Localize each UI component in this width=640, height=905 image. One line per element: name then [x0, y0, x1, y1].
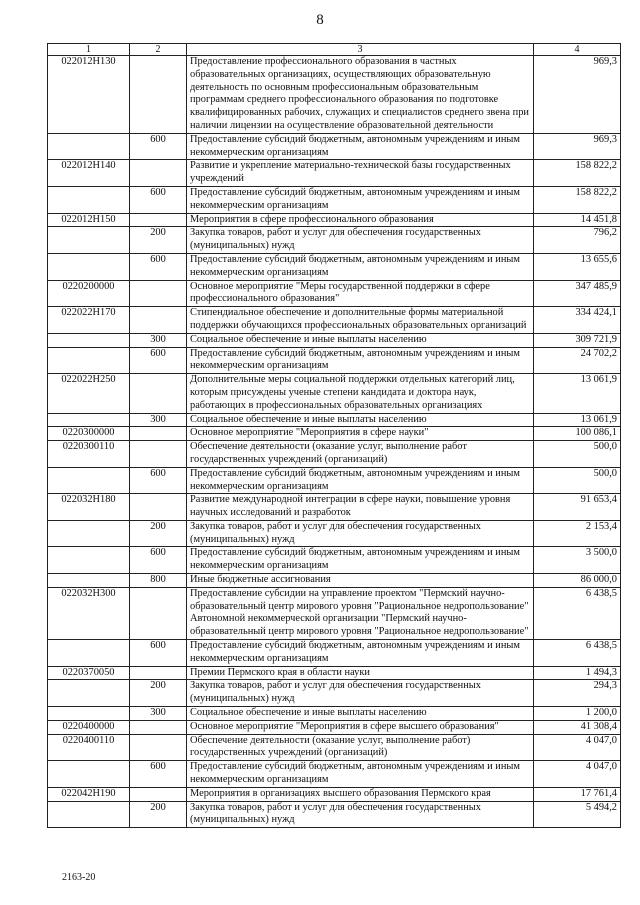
row-code-cell: 0220300110	[48, 441, 130, 468]
row-expense-type-cell: 600	[130, 253, 187, 280]
row-sum-cell: 13 061,9	[534, 374, 621, 413]
table-row	[48, 587, 621, 639]
table-row	[48, 186, 621, 213]
row-sum-cell: 91 653,4	[534, 494, 621, 521]
row-expense-type-cell: 600	[130, 761, 187, 788]
col-header-expense-type: 2	[130, 44, 187, 56]
row-name-cell: Предоставление субсидий бюджетным, автономным учреждениям и иным некоммерческим организациям	[187, 547, 534, 574]
table-row	[48, 160, 621, 187]
table-row	[48, 253, 621, 280]
row-expense-type-cell	[130, 494, 187, 521]
row-expense-type-cell	[130, 280, 187, 307]
row-sum-cell: 969,3	[534, 133, 621, 160]
col-header-code: 1	[48, 44, 130, 56]
row-name-cell: Предоставление субсидий бюджетным, автономным учреждениям и иным некоммерческим организациям	[187, 133, 534, 160]
row-expense-type-cell: 600	[130, 547, 187, 574]
row-expense-type-cell	[130, 441, 187, 468]
row-name-cell: Предоставление субсидий бюджетным, автономным учреждениям и иным некоммерческим организациям	[187, 467, 534, 494]
row-expense-type-cell: 200	[130, 801, 187, 828]
row-expense-type-cell	[130, 160, 187, 187]
row-code-cell: 022032Н180	[48, 494, 130, 521]
row-code-cell	[48, 680, 130, 707]
row-sum-cell: 969,3	[534, 56, 621, 134]
row-code-cell	[48, 801, 130, 828]
table-row	[48, 720, 621, 734]
row-sum-cell: 3 500,0	[534, 547, 621, 574]
row-code-cell	[48, 227, 130, 254]
row-expense-type-cell	[130, 427, 187, 441]
row-name-cell: Предоставление субсидий бюджетным, автономным учреждениям и иным некоммерческим организациям	[187, 186, 534, 213]
row-code-cell: 022022Н170	[48, 307, 130, 334]
row-sum-cell: 17 761,4	[534, 787, 621, 801]
row-name-cell: Мероприятия в организациях высшего образования Пермского края	[187, 787, 534, 801]
row-code-cell	[48, 467, 130, 494]
table-row	[48, 227, 621, 254]
row-sum-cell: 6 438,5	[534, 640, 621, 667]
table-row	[48, 707, 621, 721]
row-code-cell: 022012Н140	[48, 160, 130, 187]
row-sum-cell: 13 061,9	[534, 413, 621, 427]
table-row	[48, 467, 621, 494]
row-name-cell: Иные бюджетные ассигнования	[187, 574, 534, 588]
row-name-cell: Мероприятия в сфере профессионального образования	[187, 213, 534, 227]
row-code-cell: 022022Н250	[48, 374, 130, 413]
table-row	[48, 280, 621, 307]
row-name-cell: Премии Пермского края в области науки	[187, 666, 534, 680]
row-code-cell	[48, 547, 130, 574]
row-expense-type-cell: 600	[130, 133, 187, 160]
table-row	[48, 574, 621, 588]
row-name-cell: Закупка товаров, работ и услуг для обеспечения государственных (муниципальных) нужд	[187, 801, 534, 828]
row-name-cell: Основное мероприятие "Мероприятия в сфере науки"	[187, 427, 534, 441]
table-row	[48, 680, 621, 707]
table-row	[48, 441, 621, 468]
row-name-cell: Предоставление субсидий бюджетным, автономным учреждениям и иным некоммерческим организациям	[187, 347, 534, 374]
row-sum-cell: 14 451,8	[534, 213, 621, 227]
row-sum-cell: 1 200,0	[534, 707, 621, 721]
table-row	[48, 801, 621, 828]
row-sum-cell: 500,0	[534, 441, 621, 468]
row-code-cell: 022042Н190	[48, 787, 130, 801]
row-sum-cell: 6 438,5	[534, 587, 621, 639]
row-code-cell	[48, 707, 130, 721]
row-sum-cell: 41 308,4	[534, 720, 621, 734]
row-name-cell: Обеспечение деятельности (оказание услуг, выполнение работ) государственных учреждений (организаций)	[187, 734, 534, 761]
row-name-cell: Предоставление субсидий бюджетным, автономным учреждениям и иным некоммерческим организациям	[187, 640, 534, 667]
document-footer-code: 2163-20	[62, 872, 96, 883]
row-sum-cell: 1 494,3	[534, 666, 621, 680]
row-code-cell	[48, 333, 130, 347]
table-row	[48, 213, 621, 227]
row-expense-type-cell: 200	[130, 520, 187, 547]
row-name-cell: Стипендиальное обеспечение и дополнительные формы материальной поддержки обучающихся профессиональных образовательных организаций	[187, 307, 534, 334]
page-number: 8	[316, 12, 324, 28]
row-sum-cell: 309 721,9	[534, 333, 621, 347]
row-name-cell: Развитие и укрепление материально-технической базы государственных учреждений	[187, 160, 534, 187]
table-row	[48, 520, 621, 547]
row-code-cell	[48, 761, 130, 788]
row-expense-type-cell	[130, 307, 187, 334]
row-name-cell: Социальное обеспечение и иные выплаты населению	[187, 707, 534, 721]
table-row	[48, 133, 621, 160]
row-sum-cell: 24 702,2	[534, 347, 621, 374]
table-row	[48, 56, 621, 134]
row-name-cell: Предоставление субсидий бюджетным, автономным учреждениям и иным некоммерческим организациям	[187, 761, 534, 788]
row-code-cell: 0220400000	[48, 720, 130, 734]
row-expense-type-cell: 300	[130, 707, 187, 721]
table-row	[48, 374, 621, 413]
row-sum-cell: 158 822,2	[534, 186, 621, 213]
row-expense-type-cell: 300	[130, 333, 187, 347]
row-code-cell	[48, 186, 130, 213]
row-expense-type-cell: 200	[130, 227, 187, 254]
row-name-cell: Обеспечение деятельности (оказание услуг, выполнение работ государственных учреждений (организаций)	[187, 441, 534, 468]
header-row	[48, 44, 621, 56]
table-row	[48, 347, 621, 374]
row-expense-type-cell	[130, 787, 187, 801]
table-row	[48, 787, 621, 801]
row-name-cell: Закупка товаров, работ и услуг для обеспечения государственных (муниципальных) нужд	[187, 227, 534, 254]
row-name-cell: Развитие международной интеграции в сфере науки, повышение уровня научных исследований и разработок	[187, 494, 534, 521]
col-header-sum: 4	[534, 44, 621, 56]
row-code-cell	[48, 347, 130, 374]
row-name-cell: Социальное обеспечение и иные выплаты населению	[187, 413, 534, 427]
row-code-cell: 0220370050	[48, 666, 130, 680]
row-sum-cell: 13 655,6	[534, 253, 621, 280]
row-code-cell: 022032Н300	[48, 587, 130, 639]
table-row	[48, 494, 621, 521]
row-expense-type-cell	[130, 587, 187, 639]
row-sum-cell: 86 000,0	[534, 574, 621, 588]
row-name-cell: Социальное обеспечение и иные выплаты населению	[187, 333, 534, 347]
table-row	[48, 547, 621, 574]
row-expense-type-cell	[130, 666, 187, 680]
row-sum-cell: 500,0	[534, 467, 621, 494]
row-code-cell	[48, 520, 130, 547]
row-code-cell: 022012Н150	[48, 213, 130, 227]
row-expense-type-cell: 600	[130, 347, 187, 374]
row-name-cell: Основное мероприятие "Меры государственной поддержки в сфере профессионального образования"	[187, 280, 534, 307]
row-code-cell: 022012Н130	[48, 56, 130, 134]
row-sum-cell: 294,3	[534, 680, 621, 707]
row-name-cell: Закупка товаров, работ и услуг для обеспечения государственных (муниципальных) нужд	[187, 680, 534, 707]
row-name-cell: Основное мероприятие "Мероприятия в сфере высшего образования"	[187, 720, 534, 734]
row-sum-cell: 4 047,0	[534, 734, 621, 761]
row-expense-type-cell	[130, 720, 187, 734]
row-sum-cell: 334 424,1	[534, 307, 621, 334]
row-code-cell	[48, 253, 130, 280]
row-code-cell: 0220200000	[48, 280, 130, 307]
row-code-cell	[48, 133, 130, 160]
row-expense-type-cell: 800	[130, 574, 187, 588]
row-code-cell: 0220300000	[48, 427, 130, 441]
row-sum-cell: 5 494,2	[534, 801, 621, 828]
row-name-cell: Предоставление субсидии на управление проектом "Пермский научно-образовательный центр мирового уровня "Рациональное недропользование" Автономной некоммерческой организации "Пермский научно-образовательный центр мирового уровня "Рациональное недропользование"	[187, 587, 534, 639]
row-sum-cell: 796,2	[534, 227, 621, 254]
row-sum-cell: 4 047,0	[534, 761, 621, 788]
row-expense-type-cell: 200	[130, 680, 187, 707]
row-expense-type-cell	[130, 213, 187, 227]
row-sum-cell: 100 086,1	[534, 427, 621, 441]
row-expense-type-cell: 600	[130, 186, 187, 213]
table-row	[48, 734, 621, 761]
table-row	[48, 413, 621, 427]
row-expense-type-cell	[130, 734, 187, 761]
row-name-cell: Закупка товаров, работ и услуг для обеспечения государственных (муниципальных) нужд	[187, 520, 534, 547]
table-row	[48, 307, 621, 334]
row-name-cell: Предоставление профессионального образования в частных образовательных организациях, осуществляющих образовательную деятельность по основным профессиональным образовательным программам среднего профессионального образования по подготовке квалифицированных рабочих, служащих и специалистов среднего звена при наличии лицензии на осуществление образовательной деятельности	[187, 56, 534, 134]
row-sum-cell: 347 485,9	[534, 280, 621, 307]
row-sum-cell: 158 822,2	[534, 160, 621, 187]
row-name-cell: Предоставление субсидий бюджетным, автономным учреждениям и иным некоммерческим организациям	[187, 253, 534, 280]
table-body	[48, 56, 621, 828]
table-row	[48, 640, 621, 667]
table-row	[48, 333, 621, 347]
row-expense-type-cell	[130, 374, 187, 413]
row-code-cell: 0220400110	[48, 734, 130, 761]
row-name-cell: Дополнительные меры социальной поддержки отдельных категорий лиц, которым присуждены ученые степени кандидата и доктора наук, работающих в профессиональных образовательных организациях	[187, 374, 534, 413]
row-code-cell	[48, 413, 130, 427]
table-row	[48, 427, 621, 441]
row-expense-type-cell	[130, 56, 187, 134]
table-row	[48, 666, 621, 680]
row-code-cell	[48, 640, 130, 667]
row-expense-type-cell: 600	[130, 467, 187, 494]
table-row	[48, 761, 621, 788]
row-expense-type-cell: 600	[130, 640, 187, 667]
row-expense-type-cell: 300	[130, 413, 187, 427]
row-sum-cell: 2 153,4	[534, 520, 621, 547]
row-code-cell	[48, 574, 130, 588]
col-header-name: 3	[187, 44, 534, 56]
budget-table	[47, 43, 621, 828]
